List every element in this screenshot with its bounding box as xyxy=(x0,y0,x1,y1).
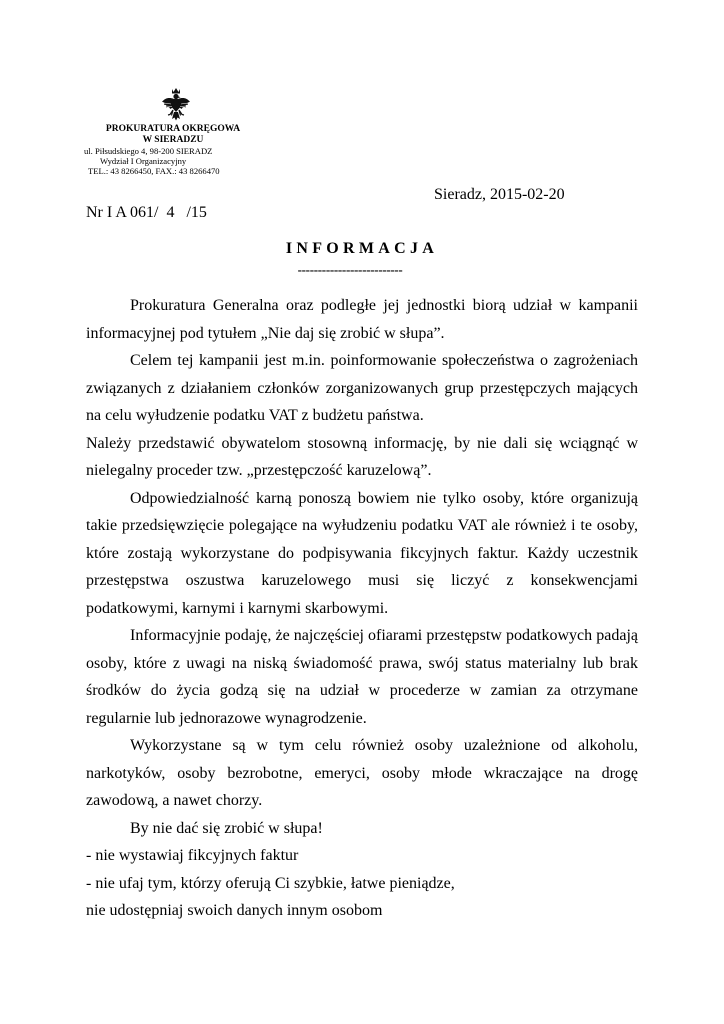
letterhead xyxy=(80,124,266,177)
office-city: W SIERADZU xyxy=(142,135,204,145)
paragraph-inform-citizens: Należy przedstawić obywatelom stosowną informację, by nie dali się wciągnąć w nielegalny proceder tzw. „przestępczość karuzelową”. xyxy=(86,434,638,479)
paragraph-liability: Odpowiedzialność karną ponoszą bowiem nie tylko osoby, które organizują takie przedsięwzięcie polegające na wyłudzeniu podatku VAT ale również i te osoby, które zostają wykorzystane do podpisywania fikcyjnych faktur. Każdy uczestnik przestępstwa oszustwa karuzelowego musi się liczyć z konsekwencjami podatkowymi, karnymi i karnymi skarbowymi. xyxy=(86,489,638,617)
document-title: INFORMACJA xyxy=(285,240,439,257)
list-item: nie udostępniaj swoich danych innym osobom xyxy=(86,902,383,919)
document-body xyxy=(86,292,638,925)
office-contact: TEL.: 43 8266450, FAX.: 43 8266470 xyxy=(88,166,220,177)
paragraph-campaign: Prokuratura Generalna oraz podległe jej jednostki biorą udział w kampanii informacyjnej pod tytułem „Nie daj się zrobić w słupa”. xyxy=(86,297,638,342)
place-and-date: Sieradz, 2015-02-20 xyxy=(434,186,565,203)
office-department: Wydział I Organizacyjny xyxy=(100,156,187,167)
list-item: - nie ufaj tym, którzy oferują Ci szybkie, łatwe pieniądze, xyxy=(86,874,455,892)
title-underline: -------------------------- xyxy=(297,262,403,277)
list-item: - nie wystawiaj fikcyjnych faktur xyxy=(86,847,299,864)
paragraph-exploited-groups: Wykorzystane są w tym celu również osoby uzależnione od alkoholu, narkotyków, osoby bezrobotne, emeryci, osoby młode wkraczające na drogę zawodową, a nawet chorzy. xyxy=(86,737,638,809)
reference-number: Nr I A 061/ 4 /15 xyxy=(86,204,207,221)
eagle-emblem-icon xyxy=(160,86,192,122)
paragraph-victims: Informacyjnie podaję, że najczęściej ofiarami przestępstw podatkowych padają osoby, które z uwagi na niską świadomość prawa, swój status materialny lub brak środków do życia godzą się na udział w procederze w zamian za otrzymane regularnie lub jednorazowe wynagrodzenie. xyxy=(86,627,638,727)
paragraph-slogan: By nie dać się zrobić w słupa! xyxy=(130,819,323,837)
office-address: ul. Piłsudskiego 4, 98-200 SIERADZ xyxy=(84,146,213,156)
paragraph-purpose: Celem tej kampanii jest m.in. poinformowanie społeczeństwa o zagrożeniach związanych z działaniem członków zorganizowanych grup przestępczych mających na celu wyłudzenie podatku VAT z budżetu państwa. xyxy=(86,352,638,424)
office-name: PROKURATURA OKRĘGOWA xyxy=(105,124,241,134)
